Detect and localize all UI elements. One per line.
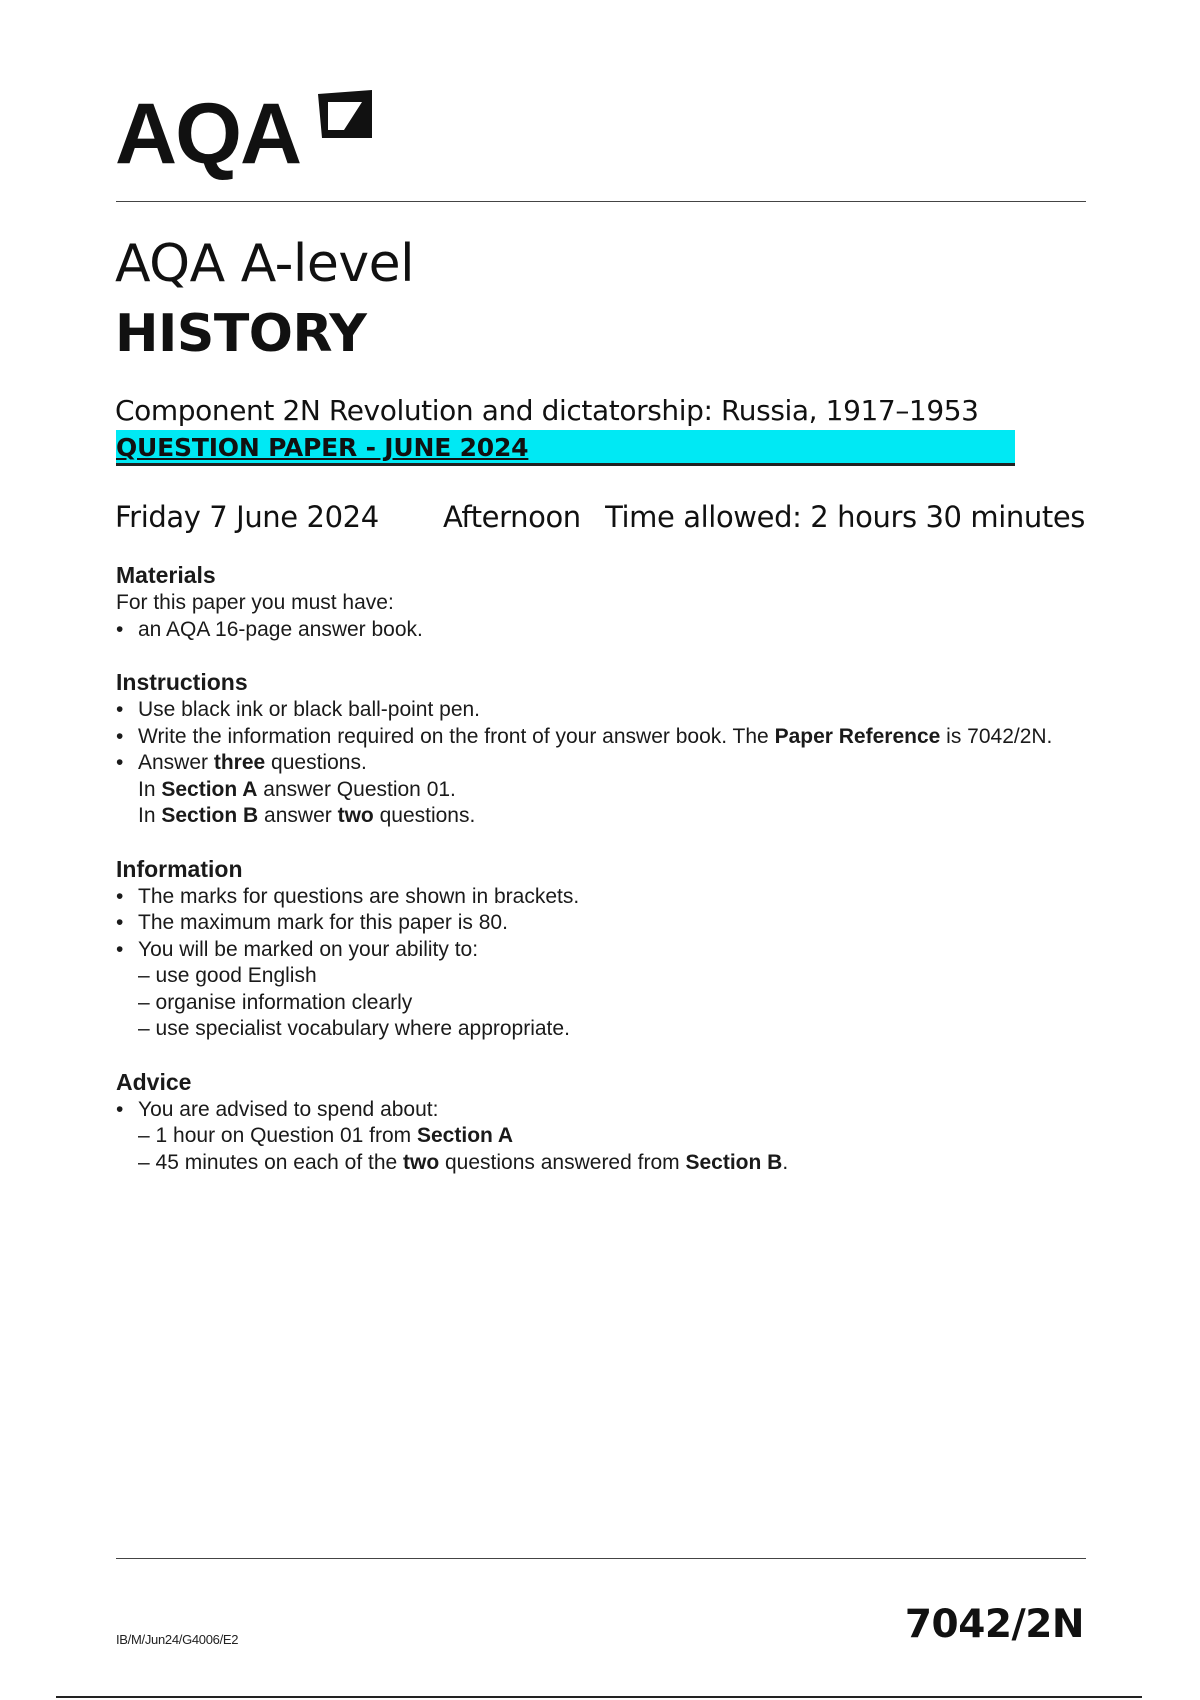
list-item: • Answer three questions. [116,750,1076,777]
advice-section [116,1067,1076,1177]
aqa-leaf-icon [314,88,376,146]
aqa-logo-text: AQA [115,86,301,182]
list-item: • Use black ink or black ball-point pen. [116,697,1076,724]
page-bottom-rule [56,1696,1142,1698]
component-title: Component 2N Revolution and dictatorship: Russia, 1917–1953 [115,394,979,427]
list-item: • Write the information required on the front of your answer book. The Paper Reference is 7042/2N. [116,724,1076,751]
bullet-icon: • [116,937,124,961]
list-subitem: In Section B answer two questions. [138,804,476,827]
footer-rule [116,1558,1086,1559]
advice-heading: Advice [116,1068,192,1095]
list-item: • The marks for questions are shown in brackets. [116,884,1076,911]
bullet-icon: • [116,698,124,721]
list-subitem: – organise information clearly [138,990,413,1014]
list-subitem: – use good English [138,964,317,987]
footer-reference-code: IB/M/Jun24/G4006/E2 [116,1632,239,1647]
information-heading: Information [116,855,243,882]
subject-title: HISTORY [115,304,367,364]
list-item: • You are advised to spend about: [116,1097,1076,1124]
header-rule [116,201,1086,202]
bullet-icon: • [116,911,124,934]
list-subitem: – use specialist vocabulary where appropriate. [138,1017,570,1040]
paper-reference-code: 7042/2N [904,1602,1084,1647]
bullet-icon: • [116,751,124,774]
list-subitem: – 1 hour on Question 01 from Section A [138,1124,514,1147]
time-allowed: Time allowed: 2 hours 30 minutes [605,500,1085,534]
list-subitem: In Section A answer Question 01. [138,777,456,801]
information-section [116,854,1076,1043]
bullet-icon: • [116,724,124,748]
bullet-icon: • [116,884,124,908]
materials-heading: Materials [116,562,216,588]
materials-section [116,560,1076,643]
instructions-heading: Instructions [116,669,248,695]
exam-date: Friday 7 June 2024 [115,500,379,534]
list-item: • You will be marked on your ability to: [116,937,1076,964]
bullet-icon: • [116,617,124,641]
list-item: • The maximum mark for this paper is 80. [116,910,1076,937]
qualification-title: AQA A-level [115,234,415,294]
list-subitem: – 45 minutes on each of the two questions answered from Section B. [138,1150,789,1174]
exam-session: Afternoon [443,500,581,534]
instructions-section [116,667,1076,830]
list-item: • an AQA 16-page answer book. [116,617,1076,644]
aqa-logo [115,88,377,180]
rubric-sections [116,560,1076,1200]
materials-intro: For this paper you must have: [116,591,394,614]
question-paper-banner: QUESTION PAPER - JUNE 2024 [116,433,529,462]
bullet-icon: • [116,1097,124,1121]
